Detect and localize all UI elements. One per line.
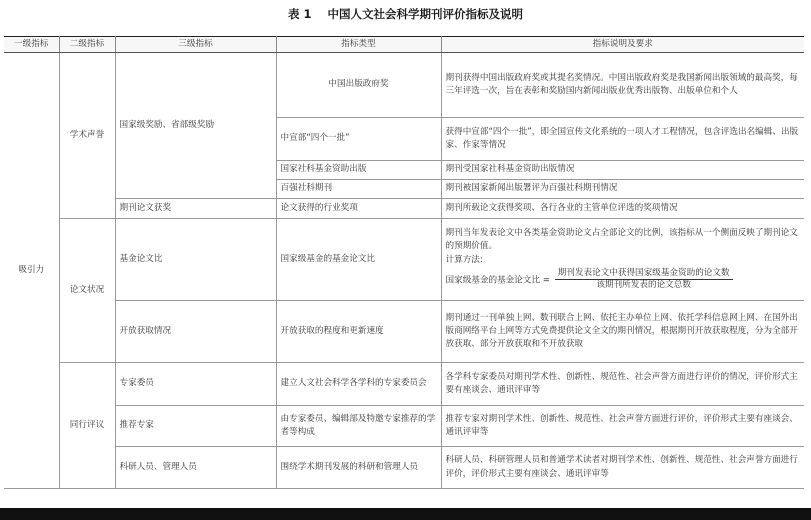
desc-four-batches: 获得中宣部“四个一批”，即全国宣传文化系统的一项人才工程情况，包含评选出名编辑、出版家、作家等情况 [441, 118, 804, 161]
desc-researchers: 科研人员、科研管理人员和普通学术读者对期刊学术性、创新性、规范性、社会声誉方面进行评价，评价形式主要有座谈会、通讯评审等 [441, 447, 804, 489]
desc-recommended-experts: 推荐专家对期刊学术性、创新性、规范性、社会声誉方面进行评价，评价形式主要有座谈会、通讯评审等 [441, 406, 804, 447]
level3-national-award: 国家级奖励、省部级奖励 [115, 53, 276, 199]
formula-fraction [555, 268, 733, 292]
formula-denominator: 该期刊所发表的论文总数 [596, 280, 691, 291]
type-four-batches: 中宣部“四个一批” [276, 118, 441, 161]
level3-paper-award: 期刊论文获奖 [115, 199, 276, 219]
type-social-fund: 国家社科基金资助出版 [276, 161, 441, 180]
desc-industry-award: 期刊所载论文获得奖项、各行各业的主管单位评选的奖项情况 [441, 199, 804, 219]
desc-open-access: 期刊通过一刊单独上网、数刊联合上网、依托主办单位上网、依托学科信息网上网、在国外出版商网络平台上网等方式免费提供论文全文的期刊情况，根据期刊开放获取程度，分为全部开放获取、部分开放获取和不开放获取 [441, 301, 804, 363]
fund-ratio-formula [446, 268, 801, 292]
type-open-speed: 开放获取的程度和更新速度 [276, 301, 441, 363]
table-row [4, 363, 804, 406]
header-type: 指标类型 [276, 37, 441, 53]
level3-fund-ratio: 基金论文比 [115, 219, 276, 301]
level1-attraction: 吸引力 [4, 53, 59, 489]
table-number: 表 1 [287, 7, 312, 21]
table-row [4, 219, 804, 301]
desc-expert-committee: 各学科专家委员对期刊学术性、创新性、规范性、社会声誉方面进行评价的情况，评价形式主要有座谈会、通讯评审等 [441, 363, 804, 406]
desc-publishing-award: 期刊获得中国出版政府奖或其提名奖情况。中国出版政府奖是我国新闻出版领域的最高奖，每三年评选一次，旨在表彰和奖励国内新闻出版业优秀出版物、出版单位和个人 [441, 53, 804, 118]
table-caption [0, 6, 811, 22]
level3-expert-committee: 专家委员 [115, 363, 276, 406]
desc-fund-ratio [441, 219, 804, 301]
header-level3: 三级指标 [115, 37, 276, 53]
header-level1: 一级指标 [4, 37, 59, 53]
fund-ratio-text: 期刊当年发表论文中各类基金资助论文占全部论文的比例，该指标从一个侧面反映了期刊论文的预期价值。 [445, 227, 798, 252]
formula-numerator: 期刊发表论文中获得国家级基金资助的论文数 [555, 268, 733, 281]
header-description: 指标说明及要求 [441, 37, 804, 53]
level2-paper-status: 论文状况 [59, 219, 115, 363]
formula-lhs: 国家级基金的基金论文比 = [445, 275, 550, 286]
calc-method-label: 计算方法: [445, 254, 483, 265]
level3-open-access: 开放获取情况 [115, 301, 276, 363]
level3-recommended-experts: 推荐专家 [115, 406, 276, 447]
table-row [4, 406, 804, 447]
level2-peer-review: 同行评议 [59, 363, 115, 489]
desc-social-fund: 期刊受国家社科基金资助出版情况 [441, 161, 804, 180]
table-row [4, 301, 804, 363]
table-row [4, 199, 804, 219]
type-expert-build: 建立人文社会科学各学科的专家委员会 [276, 363, 441, 406]
table-row [4, 53, 804, 118]
evaluation-table [4, 36, 804, 489]
desc-top100: 期刊被国家新闻出版署评为百强社科期刊情况 [441, 180, 804, 199]
header-level2: 二级指标 [59, 37, 115, 53]
type-national-fund: 国家级基金的基金论文比 [276, 219, 441, 301]
table-row [4, 447, 804, 489]
type-industry-award: 论文获得的行业奖项 [276, 199, 441, 219]
type-top100: 百强社科期刊 [276, 180, 441, 199]
type-publishing-award: 中国出版政府奖 [276, 53, 441, 118]
level2-academic-reputation: 学术声誉 [59, 53, 115, 219]
type-recommend-build: 由专家委员、编辑部及特邀专家推荐的学者等构成 [276, 406, 441, 447]
table-header-row [4, 37, 804, 53]
level3-researchers: 科研人员、管理人员 [115, 447, 276, 489]
bottom-edge-bar [0, 508, 811, 520]
table-title: 中国人文社会科学期刊评价指标及说明 [327, 7, 523, 21]
type-researchers-build: 围绕学术期刊发展的科研和管理人员 [276, 447, 441, 489]
